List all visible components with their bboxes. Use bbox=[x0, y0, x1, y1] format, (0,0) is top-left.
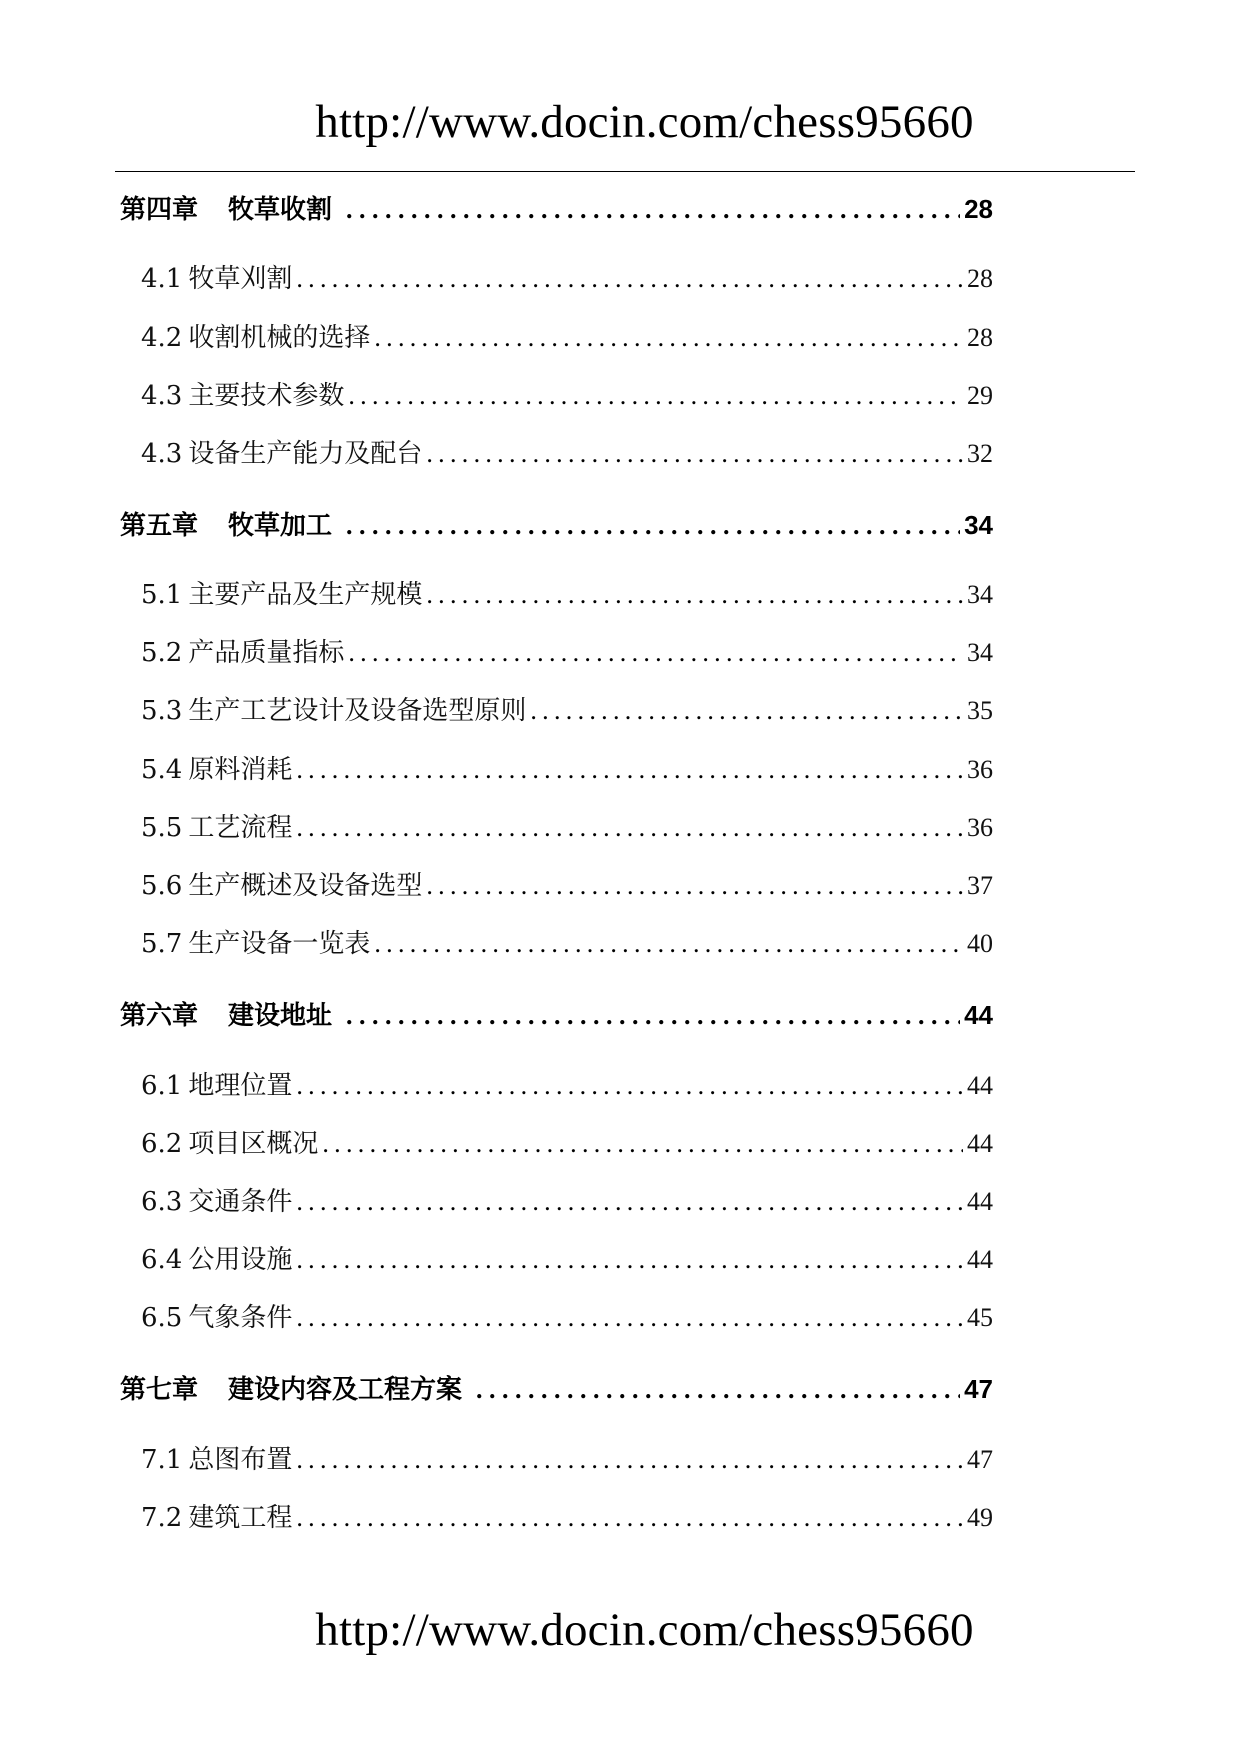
toc-page-number: 35 bbox=[967, 696, 993, 725]
toc-leader-dots bbox=[296, 259, 963, 299]
toc-entry-number: 第六章 bbox=[120, 1001, 199, 1031]
toc-entry-title: 生产概述及设备选型 bbox=[188, 871, 423, 901]
toc-entry-title: 生产设备一览表 bbox=[188, 929, 371, 959]
toc-section-entry[interactable] bbox=[141, 924, 993, 964]
toc-leader-dots bbox=[374, 318, 963, 358]
toc-page-number: 45 bbox=[967, 1303, 993, 1332]
toc-page-number: 36 bbox=[967, 813, 993, 842]
toc-entry-label bbox=[120, 506, 332, 546]
toc-entry-number: 第五章 bbox=[120, 511, 199, 541]
toc-entry-title: 牧草收割 bbox=[228, 195, 333, 225]
toc-entry-label bbox=[141, 1182, 292, 1222]
toc-entry-title: 生产工艺设计及设备选型原则 bbox=[188, 696, 527, 726]
toc-entry-number: 6.1 bbox=[141, 1071, 183, 1101]
toc-entry-number: 5.1 bbox=[141, 580, 183, 610]
toc-entry-label bbox=[141, 1498, 292, 1538]
toc-entry-label bbox=[141, 1124, 318, 1164]
toc-leader-dots bbox=[296, 1298, 963, 1338]
toc-entry-label bbox=[141, 1066, 292, 1106]
toc-entry-label bbox=[141, 924, 370, 964]
toc-entry-label bbox=[141, 376, 344, 416]
toc-page-number: 44 bbox=[967, 1071, 993, 1100]
toc-entry-title: 交通条件 bbox=[188, 1187, 293, 1217]
toc-leader-dots bbox=[296, 808, 963, 848]
toc-chapter-entry[interactable] bbox=[120, 189, 993, 229]
toc-entry-title: 设备生产能力及配台 bbox=[188, 439, 423, 469]
toc-entry-number: 5.2 bbox=[141, 638, 183, 668]
toc-leader-dots bbox=[346, 506, 960, 546]
toc-leader-dots bbox=[296, 750, 963, 790]
toc-entry-title: 建设地址 bbox=[228, 1001, 333, 1031]
toc-entry-title: 工艺流程 bbox=[188, 813, 293, 843]
toc-section-entry[interactable] bbox=[141, 575, 993, 615]
toc-section-entry[interactable] bbox=[141, 1066, 993, 1106]
toc-entry-title: 主要技术参数 bbox=[188, 381, 345, 411]
toc-leader-dots bbox=[348, 633, 963, 673]
toc-leader-dots bbox=[426, 434, 963, 474]
toc-entry-title: 建筑工程 bbox=[188, 1503, 293, 1533]
footer-url: http://www.docin.com/chess95660 bbox=[315, 1604, 974, 1656]
toc-page-number: 34 bbox=[964, 510, 993, 540]
toc-entry-title: 项目区概况 bbox=[188, 1129, 319, 1159]
toc-entry-number: 4.1 bbox=[141, 264, 183, 294]
toc-entry-title: 牧草加工 bbox=[228, 511, 333, 541]
toc-entry-number: 4.3 bbox=[141, 439, 183, 469]
toc-entry-title: 总图布置 bbox=[188, 1445, 293, 1475]
toc-leader-dots bbox=[426, 866, 963, 906]
toc-leader-dots bbox=[296, 1240, 963, 1280]
toc-entry-number: 4.3 bbox=[141, 381, 183, 411]
toc-entry-label bbox=[120, 1370, 462, 1410]
toc-entry-number: 7.2 bbox=[141, 1503, 183, 1533]
toc-section-entry[interactable] bbox=[141, 318, 993, 358]
toc-entry-title: 地理位置 bbox=[188, 1071, 293, 1101]
toc-entry-title: 牧草刈割 bbox=[188, 264, 293, 294]
toc-section-entry[interactable] bbox=[141, 1240, 993, 1280]
toc-entry-label bbox=[141, 691, 526, 731]
toc-entry-number: 7.1 bbox=[141, 1445, 183, 1475]
toc-leader-dots bbox=[374, 924, 963, 964]
toc-entry-number: 6.5 bbox=[141, 1303, 183, 1333]
header-url: http://www.docin.com/chess95660 bbox=[315, 96, 974, 148]
toc-entry-title: 公用设施 bbox=[188, 1245, 293, 1275]
toc-entry-number: 4.2 bbox=[141, 323, 183, 353]
toc-page-number: 28 bbox=[967, 323, 993, 352]
toc-section-entry[interactable] bbox=[141, 750, 993, 790]
toc-entry-label bbox=[141, 575, 422, 615]
toc-leader-dots bbox=[346, 190, 960, 230]
toc-section-entry[interactable] bbox=[141, 1498, 993, 1538]
toc-entry-number: 6.4 bbox=[141, 1245, 183, 1275]
toc-page-number: 44 bbox=[967, 1187, 993, 1216]
toc-section-entry[interactable] bbox=[141, 1298, 993, 1338]
toc-entry-label bbox=[120, 996, 332, 1036]
toc-page-number: 36 bbox=[967, 755, 993, 784]
toc-page-number: 44 bbox=[967, 1245, 993, 1274]
toc-page-number: 34 bbox=[967, 638, 993, 667]
toc-section-entry[interactable] bbox=[141, 691, 993, 731]
toc-section-entry[interactable] bbox=[141, 434, 993, 474]
toc-entry-title: 气象条件 bbox=[188, 1303, 293, 1333]
toc-entry-label bbox=[141, 808, 292, 848]
toc-entry-title: 产品质量指标 bbox=[188, 638, 345, 668]
toc-entry-number: 5.3 bbox=[141, 696, 183, 726]
toc-page-number: 40 bbox=[967, 929, 993, 958]
toc-leader-dots bbox=[348, 376, 963, 416]
toc-entry-label bbox=[141, 1440, 292, 1480]
toc-leader-dots bbox=[296, 1182, 963, 1222]
toc-page-number: 44 bbox=[964, 1000, 993, 1030]
toc-entry-label bbox=[141, 750, 292, 790]
toc-section-entry[interactable] bbox=[141, 808, 993, 848]
toc-page-number: 28 bbox=[964, 194, 993, 224]
toc-entry-label bbox=[141, 866, 422, 906]
toc-page-number: 34 bbox=[967, 580, 993, 609]
toc-entry-number: 5.7 bbox=[141, 929, 183, 959]
toc-page-number: 49 bbox=[967, 1503, 993, 1532]
toc-leader-dots bbox=[476, 1370, 960, 1410]
toc-entry-label bbox=[141, 434, 422, 474]
toc-leader-dots bbox=[296, 1498, 963, 1538]
toc-chapter-entry[interactable] bbox=[120, 505, 993, 545]
toc-entry-title: 建设内容及工程方案 bbox=[228, 1375, 463, 1405]
toc-entry-label bbox=[141, 1240, 292, 1280]
toc-leader-dots bbox=[426, 575, 963, 615]
toc-leader-dots bbox=[322, 1124, 963, 1164]
toc-entry-number: 5.5 bbox=[141, 813, 183, 843]
toc-leader-dots bbox=[530, 691, 963, 731]
toc-page-number: 47 bbox=[964, 1374, 993, 1404]
toc-leader-dots bbox=[296, 1066, 963, 1106]
toc-section-entry[interactable] bbox=[141, 866, 993, 906]
toc-entry-title: 主要产品及生产规模 bbox=[188, 580, 423, 610]
toc-entry-label bbox=[120, 190, 332, 230]
toc-section-entry[interactable] bbox=[141, 259, 993, 299]
toc-entry-label bbox=[141, 318, 370, 358]
toc-page-number: 44 bbox=[967, 1129, 993, 1158]
toc-entry-number: 6.2 bbox=[141, 1129, 183, 1159]
toc-section-entry[interactable] bbox=[141, 1182, 993, 1222]
toc-page-number: 28 bbox=[967, 264, 993, 293]
toc-entry-title: 收割机械的选择 bbox=[188, 323, 371, 353]
toc-entry-number: 6.3 bbox=[141, 1187, 183, 1217]
toc-section-entry[interactable] bbox=[141, 376, 993, 416]
toc-entry-number: 第七章 bbox=[120, 1375, 199, 1405]
toc-section-entry[interactable] bbox=[141, 1440, 993, 1480]
toc-entry-title: 原料消耗 bbox=[188, 755, 293, 785]
toc-leader-dots bbox=[346, 996, 960, 1036]
toc-leader-dots bbox=[296, 1440, 963, 1480]
toc-page-number: 32 bbox=[967, 439, 993, 468]
toc-chapter-entry[interactable] bbox=[120, 995, 993, 1035]
toc-entry-label bbox=[141, 1298, 292, 1338]
toc-section-entry[interactable] bbox=[141, 633, 993, 673]
toc-section-entry[interactable] bbox=[141, 1124, 993, 1164]
toc-page-number: 37 bbox=[967, 871, 993, 900]
toc-entry-number: 5.4 bbox=[141, 755, 183, 785]
toc-page-number: 29 bbox=[967, 381, 993, 410]
toc-page-number: 47 bbox=[967, 1445, 993, 1474]
toc-entry-label bbox=[141, 633, 344, 673]
toc-chapter-entry[interactable] bbox=[120, 1369, 993, 1409]
toc-entry-number: 5.6 bbox=[141, 871, 183, 901]
toc-entry-label bbox=[141, 259, 292, 299]
toc-entry-number: 第四章 bbox=[120, 195, 199, 225]
